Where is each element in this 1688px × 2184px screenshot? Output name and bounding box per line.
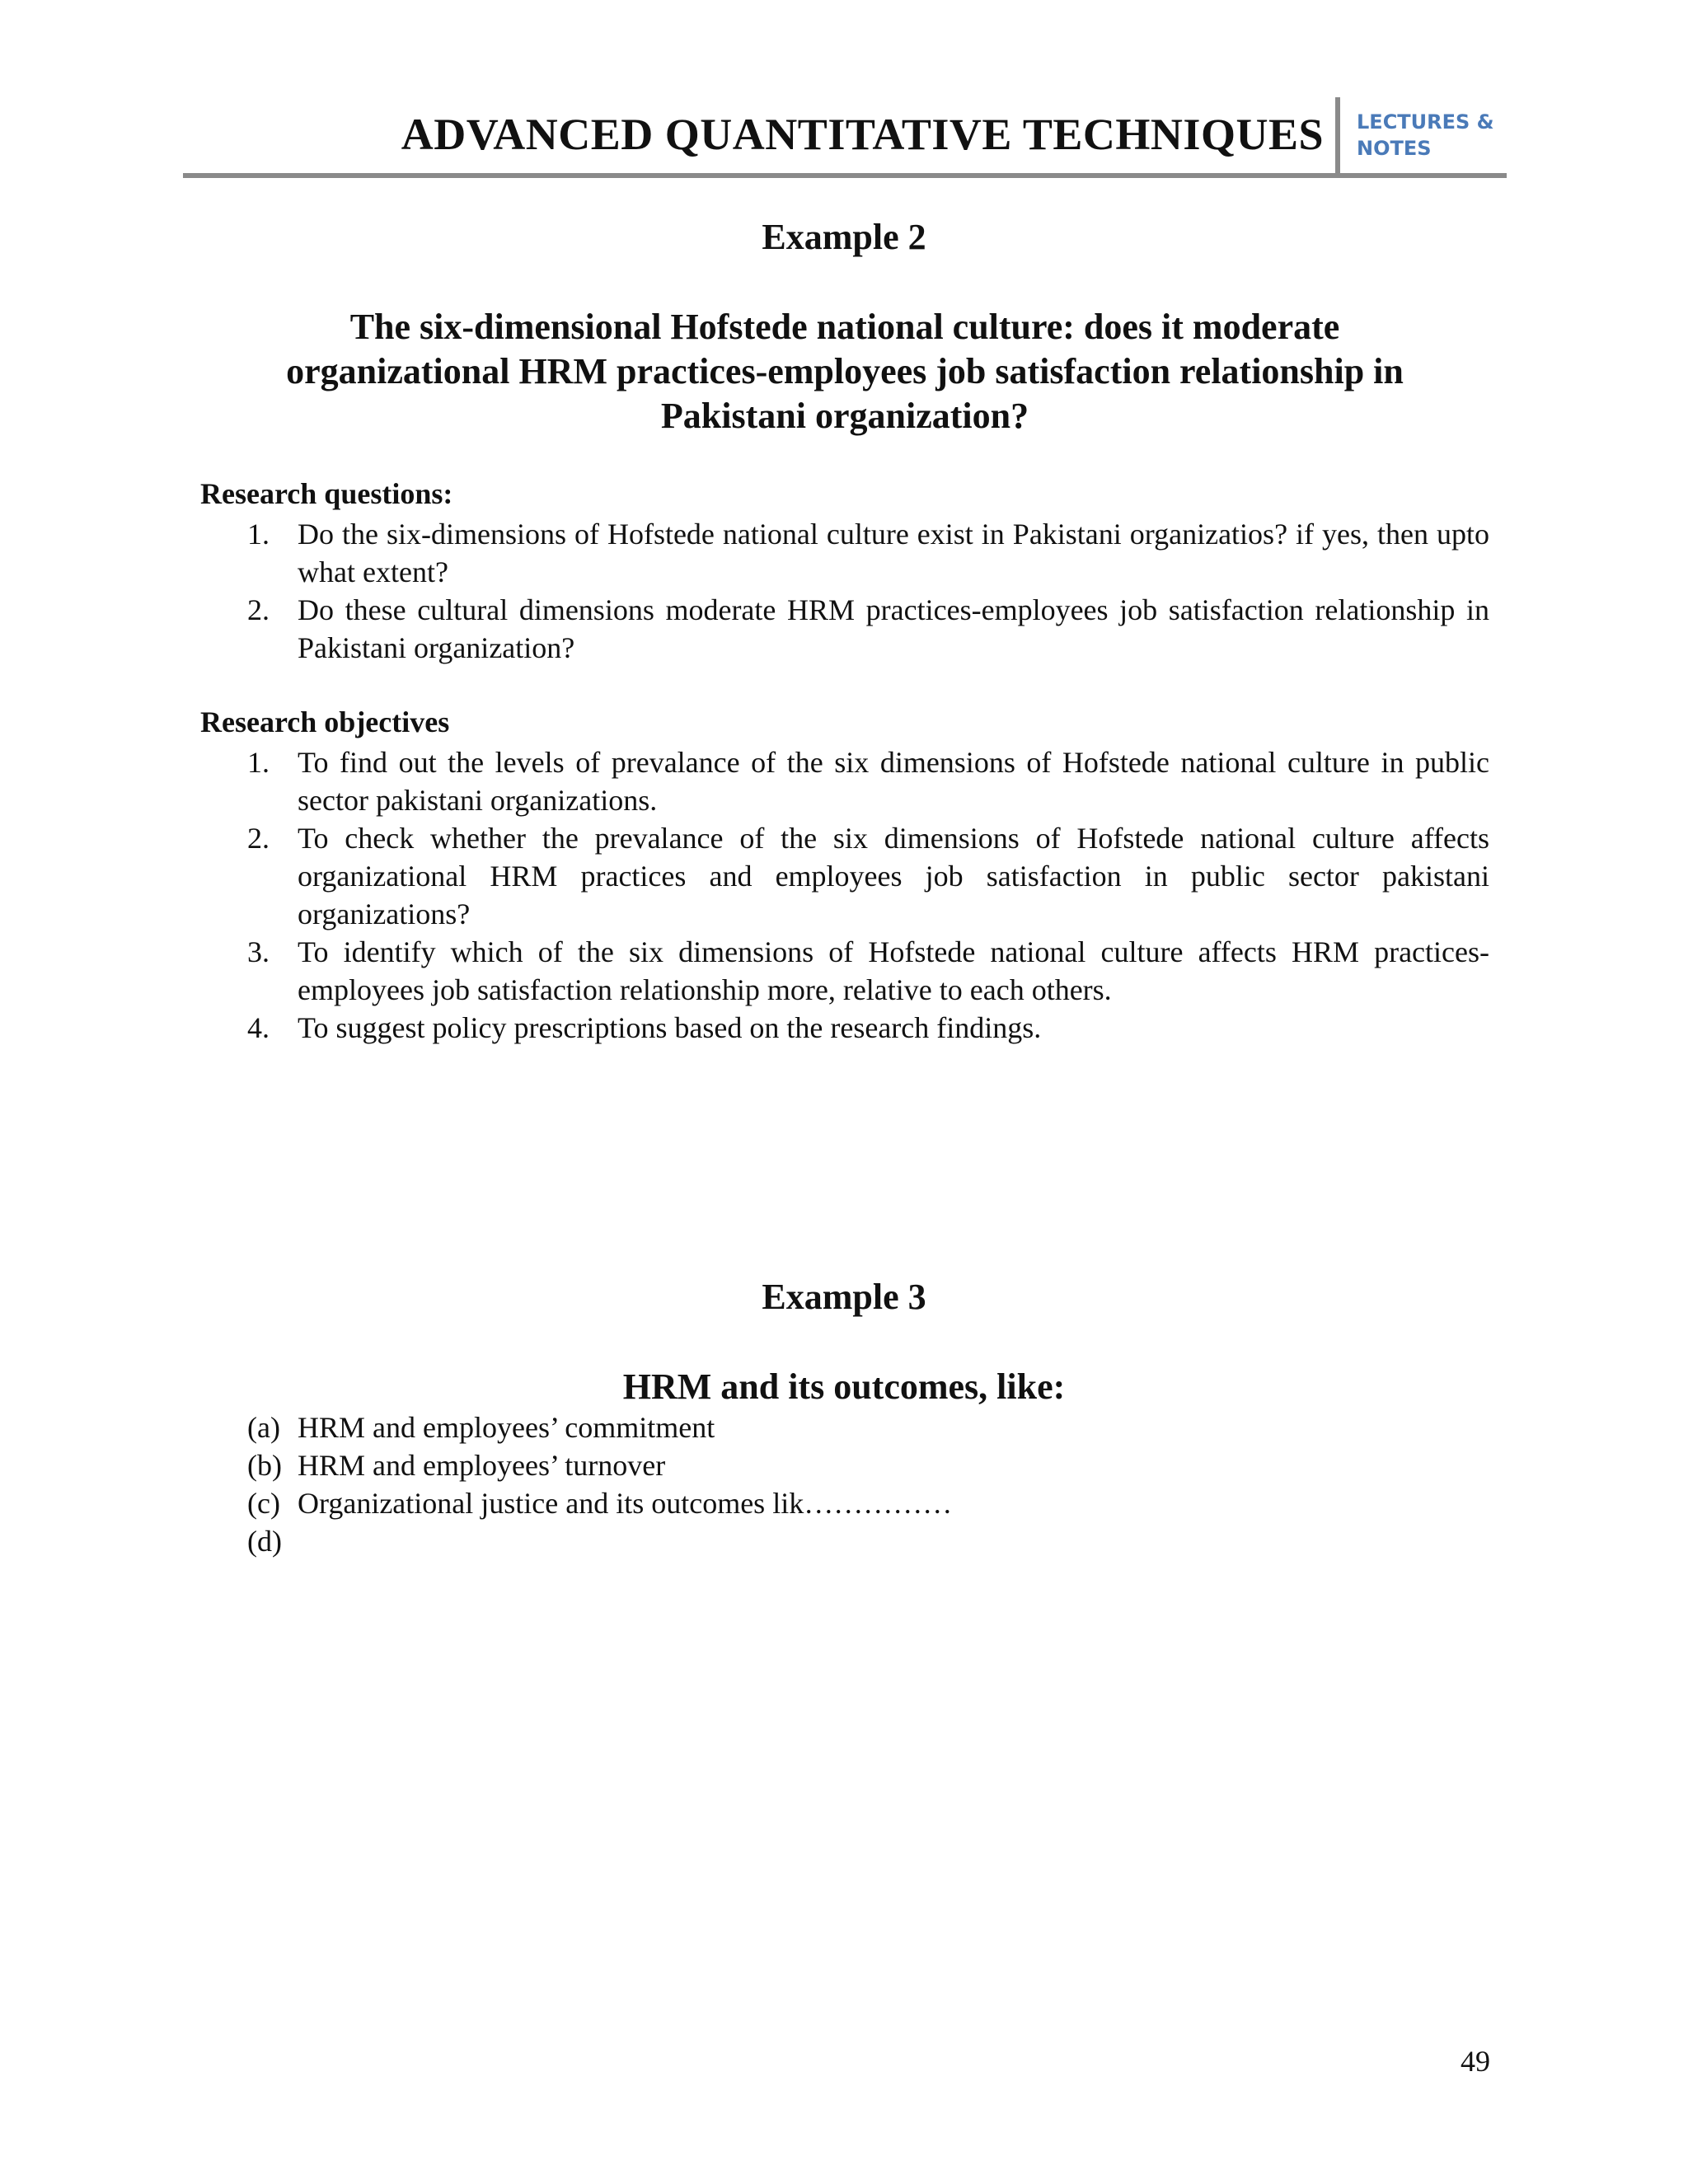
list-item-text: To find out the levels of prevalance of the six dimensions of Hofstede national culture in public sector pakistani organizations. xyxy=(298,746,1489,817)
list-item xyxy=(0,819,1489,933)
list-item xyxy=(0,743,1489,819)
list-item-text: To identify which of the six dimensions of Hofstede national culture affects HRM practices-employees job satisfaction relationship more, relative to each others. xyxy=(298,935,1489,1006)
list-item-text: HRM and employees’ commitment xyxy=(298,1411,715,1444)
list-item-text: To check whether the prevalance of the six dimensions of Hofstede national culture affects organizational HRM practices and employees job satisfaction in public sector pakistani organizations? xyxy=(298,822,1489,930)
list-item xyxy=(0,1522,1489,1560)
list-item xyxy=(0,515,1489,591)
list-item xyxy=(0,1009,1489,1047)
header-tag-line2: NOTES xyxy=(1357,137,1432,160)
list-item-letter: (b) xyxy=(247,1449,282,1482)
example2-heading-line1: The six-dimensional Hofstede national culture: does it moderate xyxy=(349,307,1340,347)
list-item-letter: (d) xyxy=(247,1525,282,1558)
example2-heading-line3: Pakistani organization? xyxy=(660,396,1029,436)
list-item xyxy=(0,1484,1489,1522)
list-item xyxy=(0,591,1489,667)
list-item xyxy=(0,933,1489,1009)
example2-heading xyxy=(183,305,1507,438)
list-item-text: Do these cultural dimensions moderate HRM practices-employees job satisfaction relationship in Pakistani organization? xyxy=(298,593,1489,664)
list-item-number: 1. xyxy=(247,746,270,779)
list-item-letter: (a) xyxy=(247,1411,280,1444)
page-header xyxy=(183,97,1507,178)
list-item-letter: (c) xyxy=(247,1487,280,1520)
example3-title: Example 3 xyxy=(762,1277,926,1317)
page-number: 49 xyxy=(1461,2045,1490,2078)
list-item-text: To suggest policy prescriptions based on the research findings. xyxy=(298,1011,1042,1044)
list-item-text: HRM and employees’ turnover xyxy=(298,1449,666,1482)
header-divider xyxy=(1335,97,1340,173)
header-tag-line1: LECTURES & xyxy=(1357,110,1494,134)
list-item-number: 2. xyxy=(247,822,270,855)
list-item-text: Organizational justice and its outcomes lik…………… xyxy=(298,1487,953,1520)
header-tag xyxy=(1357,109,1494,162)
example2-heading-line2: organizational HRM practices-employees job satisfaction relationship in xyxy=(286,351,1404,391)
outcomes-list xyxy=(0,1408,1688,1560)
research-questions-label: Research questions: xyxy=(200,477,453,510)
example3-heading: HRM and its outcomes, like: xyxy=(622,1366,1066,1407)
research-objectives-label: Research objectives xyxy=(200,705,450,738)
example2-title: Example 2 xyxy=(762,217,926,257)
list-item xyxy=(0,1408,1489,1446)
list-item-text: Do the six-dimensions of Hofstede national culture exist in Pakistani organizatios? if yes, then upto what extent? xyxy=(298,518,1489,588)
list-item-number: 2. xyxy=(247,593,270,626)
list-item-number: 1. xyxy=(247,518,270,551)
research-objectives-list xyxy=(0,743,1688,1047)
header-title: ADVANCED QUANTITATIVE TECHNIQUES xyxy=(401,110,1324,159)
research-questions-list xyxy=(0,515,1688,667)
list-item-number: 3. xyxy=(247,935,270,968)
list-item-number: 4. xyxy=(247,1011,270,1044)
list-item xyxy=(0,1446,1489,1484)
